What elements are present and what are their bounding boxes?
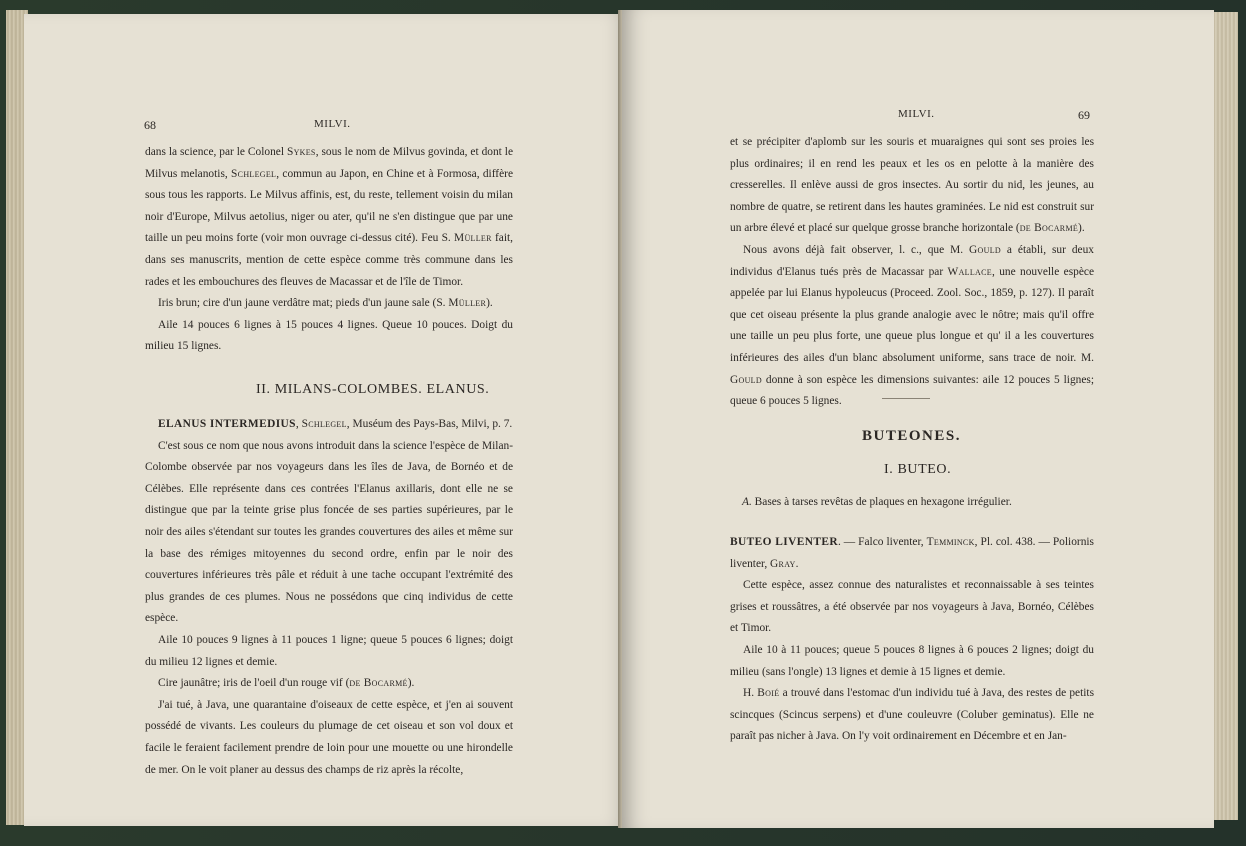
paragraph: [145, 414, 513, 436]
paragraph: [145, 436, 513, 630]
section-heading-elanus: II. MILANS-COLOMBES. ELANUS.: [256, 382, 490, 397]
running-head: MILVI.: [898, 108, 935, 120]
subheading-bases: [742, 492, 1102, 514]
text-run: , Muséum des Pays-Bas, Milvi, p. 7.: [346, 418, 513, 430]
text-run: ).: [1078, 222, 1085, 235]
text-run: , sous le nom de Milvus govinda, et dont le Milvus melanotis,: [145, 146, 513, 180]
text-run: .: [795, 557, 799, 570]
paragraph: [145, 293, 513, 315]
author-name: Wallace: [947, 265, 992, 278]
paragraph: [145, 673, 513, 695]
section-heading-buteo: I. BUTEO.: [884, 462, 952, 477]
text-run: . — Falco liventer,: [837, 536, 927, 548]
author-name: Gould: [969, 243, 1001, 256]
paragraph: [145, 142, 513, 293]
author-name: de Bocarmé: [1019, 222, 1079, 235]
text-run: a établi, sur deux individus d'Elanus tués près de Macassar par: [730, 243, 1094, 278]
text-run: Iris brun; cire d'un jaune verdâtre mat; pieds d'un jaune sale (S.: [158, 297, 449, 310]
text-run: J'ai tué, à Java, une quarantaine d'oiseaux de cette espèce, et j'en ai souvent possédé de vivants. Les couleurs du plumage de cet oiseau et son vol doux et facile le feraient facilement prendre de loin pour une mouette ou une hirondelle de mer. On le voit planer au dessus des champs de riz après la récolte,: [145, 698, 513, 776]
text-run: ).: [407, 677, 415, 690]
text-run: , commun au Japon, en Chine et à Formosa, diffère sous tous les rapports. Le Milvus affinis, est, du reste, tellement voisin du milan noir d'Europe, Milvus aetolius, niger ou ater, qu'il ne s'en distingue que par une taille un peu moins forte (voir mon ouvrage ci-dessus cité). Feu S.: [145, 167, 513, 245]
text-run: Aile 14 pouces 6 lignes à 15 pouces 4 lignes. Queue 10 pouces. Doigt du milieu 15 lignes.: [145, 318, 513, 353]
text-run: Cire jaunâtre; iris de l'oeil d'un rouge vif (: [158, 677, 350, 690]
species-name: BUTEO LIVENTER: [730, 536, 838, 548]
text-run: Nous avons déjà fait observer, l. c., que M.: [743, 243, 970, 256]
page-number: 68: [144, 118, 156, 132]
text-run: donne à son espèce les dimensions suivantes: aile 12 pouces 5 lignes; queue 6 pouces 5 lignes.: [730, 373, 1094, 408]
right-page: [622, 10, 1214, 828]
text-run: ).: [486, 297, 493, 310]
right-body-top: [730, 132, 1094, 413]
left-page: [24, 14, 630, 826]
text-run: a trouvé dans l'estomac d'un individu tué à Java, des restes de petits scincques (Scincus serpens) et d'une couleuvre (Coluber geminatus). Elle ne paraît pas nicher à Java. On l'y voit ordinairement en Décembre et en Jan-: [730, 687, 1095, 743]
right-body-bottom: [730, 532, 1094, 748]
left-body-bottom: [145, 414, 513, 781]
left-body-top: [145, 142, 513, 358]
text-run: Bases à tarses revêtas de plaques en hexagone irrégulier.: [751, 496, 1012, 508]
text-run: , une nouvelle espèce appelée par lui Elanus hypoleucus (Proceed. Zool. Soc., 1859, p. 127). Il paraît que cet oiseau présente la plus grande analogie avec le nôtre; mais qu'il offre une taille un peu plus forte, une queue plus longue et qu' il a les couvertures inférieures des ailes d'un blanc absolument uniforme, sans trace de noir. M.: [730, 265, 1094, 364]
paragraph: [145, 630, 513, 673]
author-name: Gray: [770, 557, 796, 570]
text-run: et se précipiter d'aplomb sur les souris et muaraignes qui sont ses proies les plus ordinaires; il en rend les peaux et les os en pelotte à la manière des cresserelles. Il enlève aussi de gros insectes. Au sortir du nid, les jeunes, au nombre de quatre, se retirent dans les hautes graminées. Le nid est construit sur un arbre élevé et placé sur quelque grosse branche horizontale (: [730, 136, 1094, 235]
text-run: fait, dans ses manuscrits, mention de cette espèce comme très commune dans les rades et les embouchures des fleuves de Macassar et de l'île de Timor.: [145, 232, 513, 288]
text-run: H.: [743, 687, 758, 700]
species-name: ELANUS INTERMEDIUS: [158, 418, 296, 430]
author-name: Sykes: [286, 146, 316, 158]
text-run: Cette espèce, assez connue des naturalistes et reconnaissable à ses teintes grises et roussâtres, a été observée par nos voyageurs à Java, Bornéo, Célèbes et Timor.: [730, 579, 1094, 635]
group-title-buteones: BUTEONES.: [862, 428, 961, 444]
author-name: de Bocarmé: [349, 677, 408, 690]
text-run: Aile 10 à 11 pouces; queue 5 pouces 8 lignes à 6 pouces 2 lignes; doigt du milieu (sans l'ongle) 13 lignes et demie à 15 lignes et demie.: [730, 643, 1094, 678]
paragraph: [730, 640, 1094, 683]
paragraph: [730, 532, 1094, 575]
author-name: Müller: [448, 297, 487, 310]
author-name: Gould: [730, 373, 762, 386]
author-name: Boié: [757, 687, 780, 700]
author-name: Schlegel: [231, 167, 277, 180]
text-run: , Pl. col. 438. — Poliornis liventer,: [730, 536, 1094, 570]
text-run: dans la science, par le Colonel: [145, 146, 287, 158]
paragraph: [730, 683, 1094, 748]
running-head: MILVI.: [314, 118, 351, 130]
paragraph: [730, 575, 1094, 640]
paragraph: [145, 695, 513, 781]
author-name: Müller: [454, 232, 492, 245]
paragraph: [730, 240, 1094, 413]
author-name: Schlegel: [301, 418, 347, 430]
page-number: 69: [1078, 108, 1090, 122]
paragraph: [145, 315, 513, 358]
paragraph: [730, 132, 1094, 240]
text-run: Aile 10 pouces 9 lignes à 11 pouces 1 ligne; queue 5 pouces 6 lignes; doigt du milieu 12 lignes et demie.: [145, 633, 513, 668]
text-run: A.: [742, 496, 752, 508]
author-name: Temminck: [926, 536, 975, 548]
text-run: C'est sous ce nom que nous avons introduit dans la science l'espèce de Milan-Colombe observée par nos voyageurs dans les îles de Java, de Bornéo et de Célèbes. Elle représente dans ces contrées l'Elanus axillaris, dont elle ne se distingue que par la teinte grise plus foncée de ses parties supérieures, par le noir des ailes s'étendant sur toutes les grandes couvertures des ailes et même sur la base des rémiges mitoyennes du second ordre, enfin par le noir des couvertures inférieures très pâle et réduit à une tache occupant l'extrémité des plus grandes de ces plumes. Nous ne possédons que cinq individus de cette espèce.: [145, 439, 513, 625]
paragraph: [742, 492, 1102, 514]
text-run: ,: [295, 418, 302, 430]
divider-rule: [882, 398, 930, 399]
right-page-edges: [1212, 12, 1238, 820]
